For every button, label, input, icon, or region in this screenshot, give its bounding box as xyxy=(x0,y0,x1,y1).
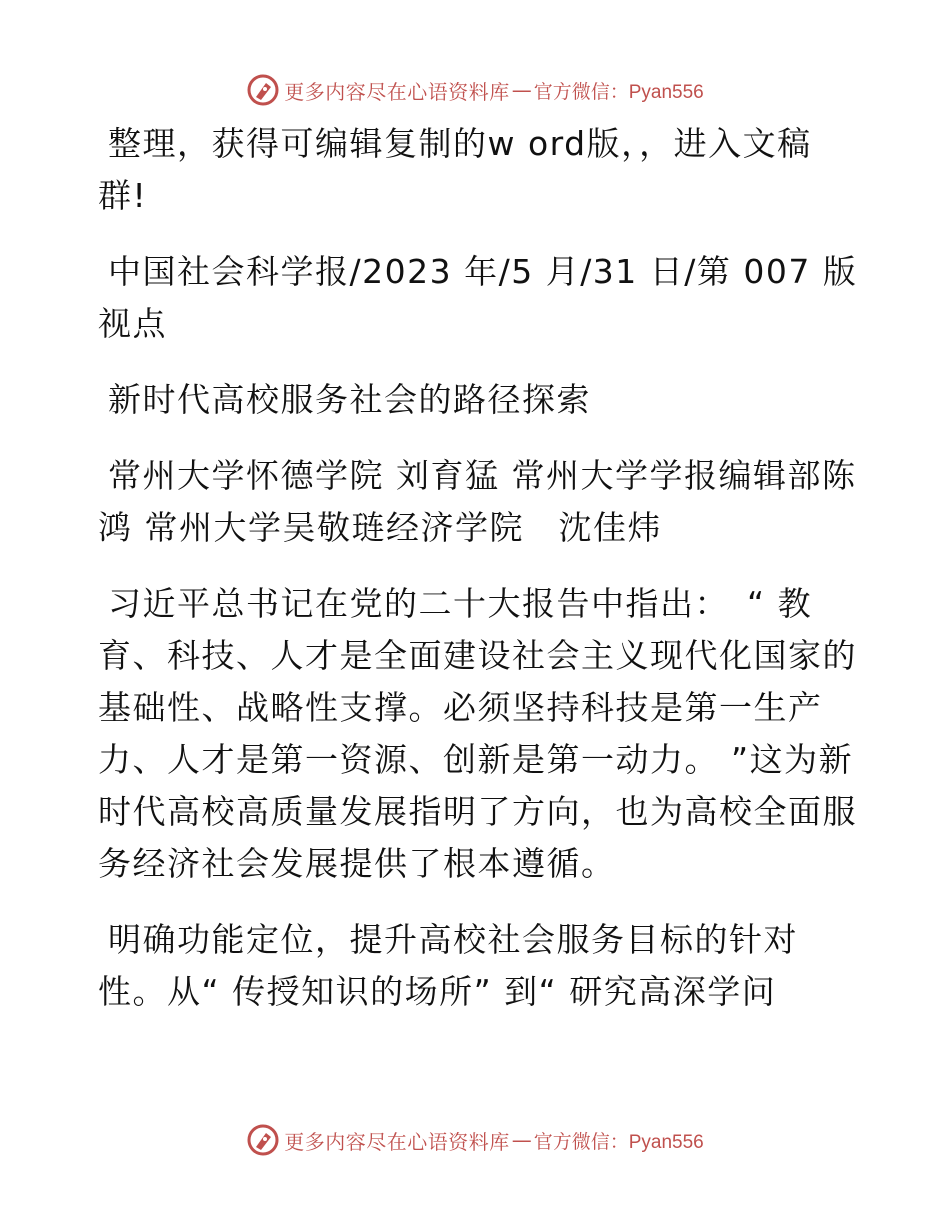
watermark-separator: — xyxy=(511,1128,532,1152)
article-title: 新时代高校服务社会的路径探索 xyxy=(108,380,591,419)
pen-nib-logo-icon xyxy=(246,1123,280,1157)
document-body xyxy=(98,118,858,1042)
author-line: 常州大学怀德学院 刘育猛 常州大学学报编辑部陈鸿 常州大学吴敬琏经济学院 沈佳炜 xyxy=(98,456,857,547)
watermark-text: 更多内容尽在心语资料库 xyxy=(284,79,510,104)
watermark-header xyxy=(0,70,950,110)
intro-note: 整理，获得可编辑复制的w ord版，，进入文稿群! xyxy=(98,124,812,215)
pen-nib-logo-icon xyxy=(246,73,280,107)
body-paragraph: 习近平总书记在党的二十大报告中指出： “ 教育、科技、人才是全面建设社会主义现代化国家的基础性、战略性支撑。必须坚持科技是第一生产力、人才是第一资源、创新是第一动力。 ”这为新时代高校高质量发展指明了方向，也为高校全面服务经济社会发展提供了根本遵循。 xyxy=(98,584,857,883)
watermark-contact: 官方微信：Pyan556 xyxy=(533,81,704,103)
watermark-separator: — xyxy=(511,78,532,102)
body-paragraph: 明确功能定位，提升高校社会服务目标的针对性。从“ 传授知识的场所” 到“ 研究高深学问 xyxy=(98,920,798,1011)
watermark-text: 更多内容尽在心语资料库 xyxy=(284,1129,510,1154)
watermark-contact: 官方微信：Pyan556 xyxy=(533,1131,704,1153)
source-line: 中国社会科学报/2023 年/5 月/31 日/第 007 版视点 xyxy=(98,252,858,343)
watermark-footer xyxy=(0,1120,950,1160)
